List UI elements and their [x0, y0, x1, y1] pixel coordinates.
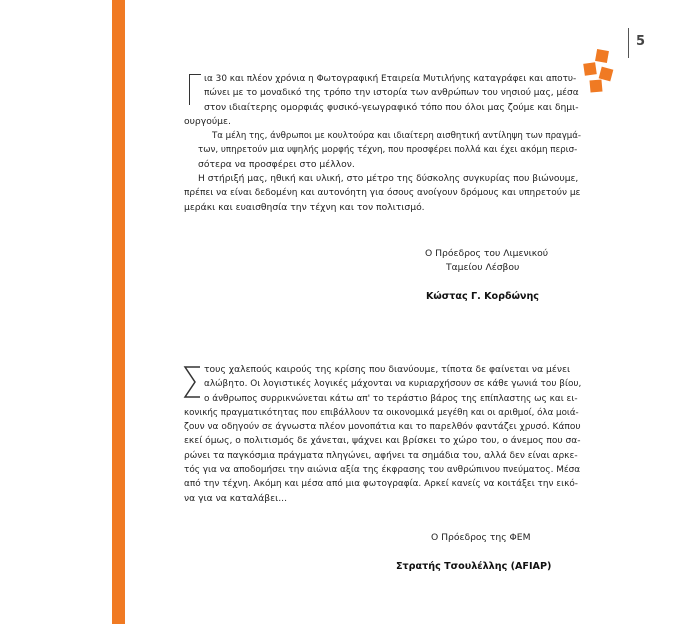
text-line: πρέπει να είναι δεδομένη και αυτονόητη για όσους ανοίγουν δρόμους και υπηρετούν με — [184, 188, 581, 199]
text-line: ρώνει τα παγκόσμια πράγματα πληγώνει, αφήνει τα σημάδια του, αλλά δεν είναι αρκε- — [184, 450, 578, 461]
section1-paragraph-2 — [184, 129, 581, 172]
text-line: να για να καταλάβει... — [184, 492, 287, 504]
text-line: αλώβητο. Οι λογιστικές λογικές μάχονται να κυριαρχήσουν σε κάθε γωνιά του βίου, — [204, 379, 582, 390]
signature2-name: Στρατής Τσουλέλλης (AFIAP) — [396, 561, 552, 572]
section1-body — [184, 72, 581, 215]
text-line: εκεί όμως, ο πολιτισμός δε χάνεται, ψάχνει και βρίσκει το χώρο του, ο άνεμος που σα- — [184, 436, 581, 447]
text-line: τός για να αποδομήσει την αιώνια αξία της έκφρασης του ανθρώπινου πνεύματος. Μέσα — [184, 465, 581, 476]
text-line: Η στήριξή μας, ηθική και υλική, στο μέτρο της δύσκολης συγκυρίας που βιώνουμε, — [198, 174, 579, 185]
signature1-role-line2: Ταμείου Λέσβου — [446, 262, 520, 273]
page-number: 5 — [636, 34, 646, 49]
text-line: ο άνθρωπος συρρικνώνεται κάτω απ' το τεράστιο βάρος της επίπλαστης ως και ει- — [204, 393, 578, 404]
orange-side-bar — [112, 0, 125, 624]
text-line: τους χαλεπούς καιρούς της κρίσης που διανύουμε, τίποτα δε φαίνεται να μένει — [204, 364, 571, 375]
text-line: από την τέχνη. Ακόμη και μέσα από μια φωτογραφία. Αρκεί κανείς να κοιτάξει την εικό- — [184, 479, 578, 490]
signature1-name: Κώστας Γ. Κορδώνης — [426, 291, 539, 302]
text-line: ια 30 και πλέον χρόνια η Φωτογραφική Εταιρεία Μυτιλήνης καταγράφει και αποτυ- — [204, 74, 577, 84]
text-line: κονικής πραγματικότητας που επιβάλλουν τα οικονομικά μεγέθη και οι αριθμοί, όλα μοιά- — [184, 407, 579, 418]
section1-paragraph-1 — [184, 72, 581, 129]
signature2-role: Ο Πρόεδρος της ΦΕΜ — [431, 532, 531, 543]
text-line: Τα μέλη της, άνθρωποι με κουλτούρα και ιδιαίτερη αισθητική αντίληψη των πραγμά- — [212, 131, 582, 142]
signature1-role-line1: Ο Πρόεδρος του Λιμενικού — [425, 248, 549, 259]
text-line: σότερα να προσφέρει στο μέλλον. — [198, 158, 355, 170]
section1-paragraph-3 — [184, 172, 581, 215]
text-line: μεράκι και ευαισθησία την τέχνη και τον πολιτισμό. — [184, 201, 425, 213]
section2-paragraph-1 — [184, 363, 581, 506]
section2-body — [184, 363, 581, 506]
page-number-divider — [628, 28, 629, 58]
text-line: ουργούμε. — [184, 115, 231, 127]
text-line: των, υπηρετούν μια υψηλής μορφής τέχνη, που προσφέρει πολλά και έχει ακόμη περισ- — [198, 145, 578, 156]
text-line: ζουν να οδηγούν σε άγνωστα πλέον μονοπάτια και το παρελθόν φαντάζει χρυσό. Κάπου — [184, 422, 581, 433]
text-line: στον ιδιαίτερης ομορφιάς φυσικό-γεωγραφικό τόπο που όλοι μας ζούμε και δημι- — [204, 101, 579, 113]
orange-squares-logo-icon — [584, 50, 624, 96]
text-line: πώνει με το μοναδικό της τρόπο την ιστορία των ανθρώπων του νησιού μας, μέσα — [204, 88, 579, 99]
